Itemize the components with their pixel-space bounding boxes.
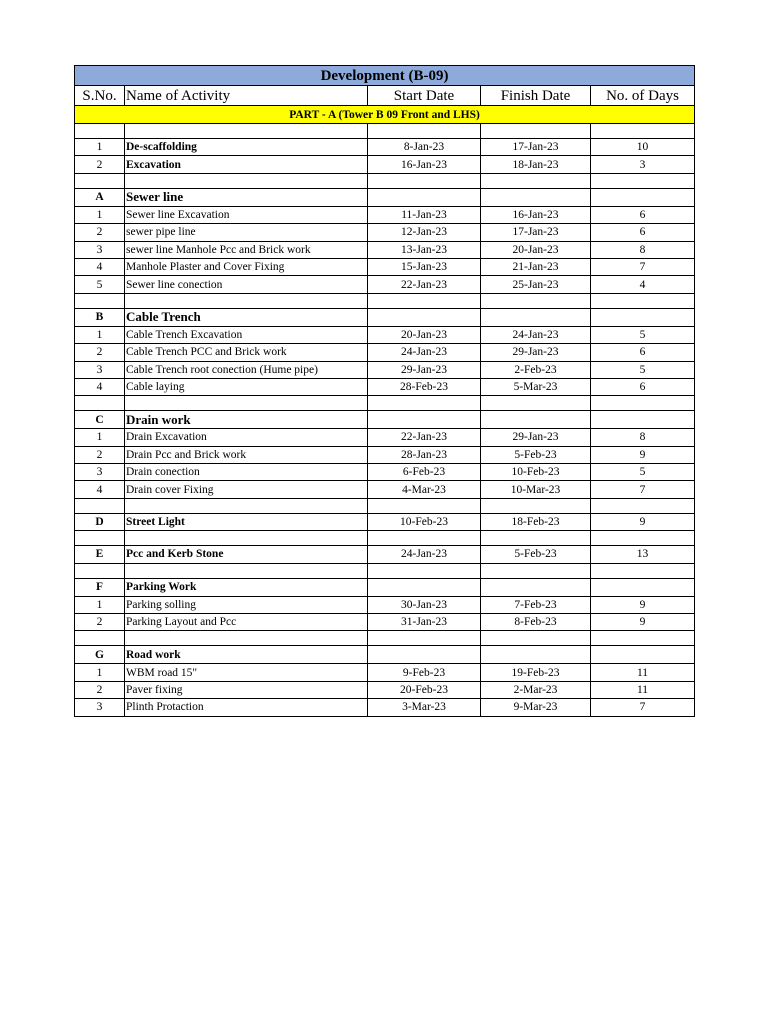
section-row [75, 646, 695, 664]
sno-cell [75, 531, 125, 546]
days-cell: 10 [591, 139, 695, 156]
finish-date-cell: 24-Jan-23 [481, 326, 591, 343]
activity-cell: Cable laying [125, 378, 368, 395]
blank-row [75, 631, 695, 646]
blank-row [75, 531, 695, 546]
sno-cell [75, 173, 125, 188]
sno-cell: 2 [75, 344, 125, 361]
finish-date-cell [481, 531, 591, 546]
finish-date-cell: 29-Jan-23 [481, 429, 591, 446]
finish-date-cell [481, 411, 591, 429]
finish-date-cell: 2-Feb-23 [481, 361, 591, 378]
start-date-cell [368, 646, 481, 664]
start-date-cell [368, 293, 481, 308]
section-row [75, 308, 695, 326]
table-row [75, 464, 695, 481]
start-date-cell [368, 578, 481, 596]
section-title: Road work [125, 646, 368, 664]
start-date-cell [368, 308, 481, 326]
sno-cell [75, 631, 125, 646]
blank-row [75, 498, 695, 513]
finish-date-cell [481, 308, 591, 326]
start-date-cell: 3-Mar-23 [368, 699, 481, 716]
finish-date-cell: 10-Mar-23 [481, 481, 591, 498]
start-date-cell: 9-Feb-23 [368, 664, 481, 681]
activity-cell: Sewer line Excavation [125, 206, 368, 223]
sno-cell: 3 [75, 361, 125, 378]
section-title: Sewer line [125, 188, 368, 206]
start-date-cell: 31-Jan-23 [368, 614, 481, 631]
activity-cell [125, 293, 368, 308]
days-cell [591, 293, 695, 308]
sheet-title: Development (B-09) [75, 66, 695, 86]
days-cell [591, 531, 695, 546]
header-row [75, 86, 695, 106]
activity-cell [125, 396, 368, 411]
blank-row [75, 563, 695, 578]
days-cell [591, 173, 695, 188]
finish-date-cell [481, 188, 591, 206]
days-cell: 8 [591, 241, 695, 258]
blank-row [75, 293, 695, 308]
section-row [75, 578, 695, 596]
days-cell: 7 [591, 481, 695, 498]
table-row [75, 546, 695, 563]
table-row [75, 664, 695, 681]
start-date-cell [368, 411, 481, 429]
sno-cell: 4 [75, 481, 125, 498]
start-date-cell [368, 188, 481, 206]
table-row [75, 614, 695, 631]
table-row [75, 344, 695, 361]
days-cell: 5 [591, 464, 695, 481]
finish-date-cell [481, 498, 591, 513]
days-cell: 8 [591, 429, 695, 446]
finish-date-cell: 17-Jan-23 [481, 139, 591, 156]
sno-cell: 5 [75, 276, 125, 293]
finish-date-cell: 21-Jan-23 [481, 258, 591, 275]
start-date-cell: 12-Jan-23 [368, 224, 481, 241]
finish-date-cell [481, 396, 591, 411]
finish-date-cell: 5-Mar-23 [481, 378, 591, 395]
start-date-cell: 13-Jan-23 [368, 241, 481, 258]
activity-cell: Drain conection [125, 464, 368, 481]
days-cell [591, 396, 695, 411]
table-row [75, 681, 695, 698]
finish-date-cell [481, 646, 591, 664]
activity-cell: Street Light [125, 513, 368, 530]
finish-date-cell: 20-Jan-23 [481, 241, 591, 258]
activity-cell: Drain Excavation [125, 429, 368, 446]
start-date-cell: 24-Jan-23 [368, 546, 481, 563]
header-sno: S.No. [75, 86, 125, 106]
finish-date-cell: 7-Feb-23 [481, 596, 591, 613]
sno-cell: 4 [75, 378, 125, 395]
start-date-cell: 8-Jan-23 [368, 139, 481, 156]
sno-cell: 2 [75, 446, 125, 463]
activity-cell [125, 631, 368, 646]
sno-cell [75, 396, 125, 411]
days-cell: 7 [591, 258, 695, 275]
start-date-cell [368, 396, 481, 411]
header-start-date: Start Date [368, 86, 481, 106]
days-cell: 4 [591, 276, 695, 293]
start-date-cell [368, 124, 481, 139]
finish-date-cell [481, 631, 591, 646]
finish-date-cell: 18-Jan-23 [481, 156, 591, 173]
sno-cell: 3 [75, 241, 125, 258]
sno-cell [75, 293, 125, 308]
sno-cell: 1 [75, 206, 125, 223]
activity-cell: Sewer line conection [125, 276, 368, 293]
table-row [75, 513, 695, 530]
activity-cell: Excavation [125, 156, 368, 173]
sno-cell: 2 [75, 224, 125, 241]
days-cell [591, 646, 695, 664]
part-row [75, 106, 695, 124]
activity-cell: Parking Layout and Pcc [125, 614, 368, 631]
days-cell: 11 [591, 681, 695, 698]
table-row [75, 596, 695, 613]
activity-cell: Pcc and Kerb Stone [125, 546, 368, 563]
schedule-sheet [74, 65, 694, 717]
sno-cell: 1 [75, 326, 125, 343]
activity-cell: Cable Trench root conection (Hume pipe) [125, 361, 368, 378]
sno-cell: 1 [75, 664, 125, 681]
finish-date-cell: 19-Feb-23 [481, 664, 591, 681]
table-row [75, 156, 695, 173]
days-cell: 3 [591, 156, 695, 173]
days-cell [591, 578, 695, 596]
start-date-cell: 11-Jan-23 [368, 206, 481, 223]
sno-cell [75, 563, 125, 578]
title-row [75, 66, 695, 86]
activity-cell [125, 531, 368, 546]
activity-cell: Cable Trench PCC and Brick work [125, 344, 368, 361]
sno-cell [75, 124, 125, 139]
header-activity: Name of Activity [125, 86, 368, 106]
days-cell: 9 [591, 513, 695, 530]
table-row [75, 699, 695, 716]
activity-cell: Paver fixing [125, 681, 368, 698]
start-date-cell: 28-Feb-23 [368, 378, 481, 395]
days-cell [591, 308, 695, 326]
start-date-cell: 20-Jan-23 [368, 326, 481, 343]
activity-cell: sewer pipe line [125, 224, 368, 241]
days-cell: 9 [591, 446, 695, 463]
table-row [75, 258, 695, 275]
days-cell [591, 498, 695, 513]
sno-cell: 2 [75, 614, 125, 631]
table-row [75, 378, 695, 395]
section-code: G [75, 646, 125, 664]
finish-date-cell: 2-Mar-23 [481, 681, 591, 698]
sno-cell: 4 [75, 258, 125, 275]
finish-date-cell: 8-Feb-23 [481, 614, 591, 631]
activity-cell [125, 173, 368, 188]
finish-date-cell [481, 173, 591, 188]
start-date-cell [368, 173, 481, 188]
section-code: B [75, 308, 125, 326]
days-cell: 9 [591, 596, 695, 613]
activity-cell [125, 563, 368, 578]
section-title: Cable Trench [125, 308, 368, 326]
days-cell: 5 [591, 326, 695, 343]
sno-cell [75, 498, 125, 513]
table-row [75, 481, 695, 498]
sno-cell: 1 [75, 429, 125, 446]
finish-date-cell [481, 293, 591, 308]
section-code: C [75, 411, 125, 429]
section-row [75, 188, 695, 206]
table-row [75, 446, 695, 463]
sno-cell: E [75, 546, 125, 563]
start-date-cell: 30-Jan-23 [368, 596, 481, 613]
finish-date-cell: 16-Jan-23 [481, 206, 591, 223]
start-date-cell: 22-Jan-23 [368, 429, 481, 446]
section-title: Parking Work [125, 578, 368, 596]
start-date-cell [368, 631, 481, 646]
activity-cell: Manhole Plaster and Cover Fixing [125, 258, 368, 275]
table-row [75, 276, 695, 293]
section-row [75, 411, 695, 429]
activity-cell: Drain cover Fixing [125, 481, 368, 498]
sno-cell: 1 [75, 596, 125, 613]
finish-date-cell: 9-Mar-23 [481, 699, 591, 716]
sno-cell: 2 [75, 681, 125, 698]
start-date-cell: 4-Mar-23 [368, 481, 481, 498]
activity-cell: Parking solling [125, 596, 368, 613]
table-row [75, 139, 695, 156]
days-cell: 11 [591, 664, 695, 681]
finish-date-cell: 25-Jan-23 [481, 276, 591, 293]
table-row [75, 241, 695, 258]
days-cell [591, 631, 695, 646]
finish-date-cell: 17-Jan-23 [481, 224, 591, 241]
activity-cell [125, 498, 368, 513]
days-cell: 13 [591, 546, 695, 563]
sno-cell: 1 [75, 139, 125, 156]
table-row [75, 361, 695, 378]
section-code: F [75, 578, 125, 596]
days-cell: 9 [591, 614, 695, 631]
start-date-cell: 29-Jan-23 [368, 361, 481, 378]
header-days: No. of Days [591, 86, 695, 106]
start-date-cell: 24-Jan-23 [368, 344, 481, 361]
sno-cell: 2 [75, 156, 125, 173]
activity-cell: De-scaffolding [125, 139, 368, 156]
header-finish-date: Finish Date [481, 86, 591, 106]
activity-cell: Plinth Protaction [125, 699, 368, 716]
schedule-table [74, 65, 695, 717]
start-date-cell: 6-Feb-23 [368, 464, 481, 481]
finish-date-cell: 29-Jan-23 [481, 344, 591, 361]
days-cell [591, 411, 695, 429]
days-cell: 6 [591, 206, 695, 223]
table-row [75, 224, 695, 241]
start-date-cell: 20-Feb-23 [368, 681, 481, 698]
table-row [75, 429, 695, 446]
days-cell: 6 [591, 378, 695, 395]
activity-cell: WBM road 15" [125, 664, 368, 681]
activity-cell: sewer line Manhole Pcc and Brick work [125, 241, 368, 258]
finish-date-cell: 18-Feb-23 [481, 513, 591, 530]
finish-date-cell [481, 578, 591, 596]
finish-date-cell: 5-Feb-23 [481, 546, 591, 563]
activity-cell [125, 124, 368, 139]
finish-date-cell: 10-Feb-23 [481, 464, 591, 481]
start-date-cell: 16-Jan-23 [368, 156, 481, 173]
table-row [75, 326, 695, 343]
start-date-cell [368, 531, 481, 546]
days-cell: 7 [591, 699, 695, 716]
days-cell [591, 188, 695, 206]
days-cell [591, 124, 695, 139]
finish-date-cell: 5-Feb-23 [481, 446, 591, 463]
blank-row [75, 173, 695, 188]
finish-date-cell [481, 563, 591, 578]
days-cell: 5 [591, 361, 695, 378]
activity-cell: Cable Trench Excavation [125, 326, 368, 343]
activity-cell: Drain Pcc and Brick work [125, 446, 368, 463]
part-label: PART - A (Tower B 09 Front and LHS) [75, 106, 695, 124]
start-date-cell [368, 563, 481, 578]
start-date-cell: 15-Jan-23 [368, 258, 481, 275]
days-cell: 6 [591, 224, 695, 241]
blank-row [75, 396, 695, 411]
start-date-cell: 28-Jan-23 [368, 446, 481, 463]
section-code: A [75, 188, 125, 206]
start-date-cell: 22-Jan-23 [368, 276, 481, 293]
finish-date-cell [481, 124, 591, 139]
section-title: Drain work [125, 411, 368, 429]
sno-cell: 3 [75, 464, 125, 481]
sno-cell: 3 [75, 699, 125, 716]
sno-cell: D [75, 513, 125, 530]
days-cell: 6 [591, 344, 695, 361]
start-date-cell [368, 498, 481, 513]
start-date-cell: 10-Feb-23 [368, 513, 481, 530]
days-cell [591, 563, 695, 578]
table-row [75, 206, 695, 223]
blank-row [75, 124, 695, 139]
